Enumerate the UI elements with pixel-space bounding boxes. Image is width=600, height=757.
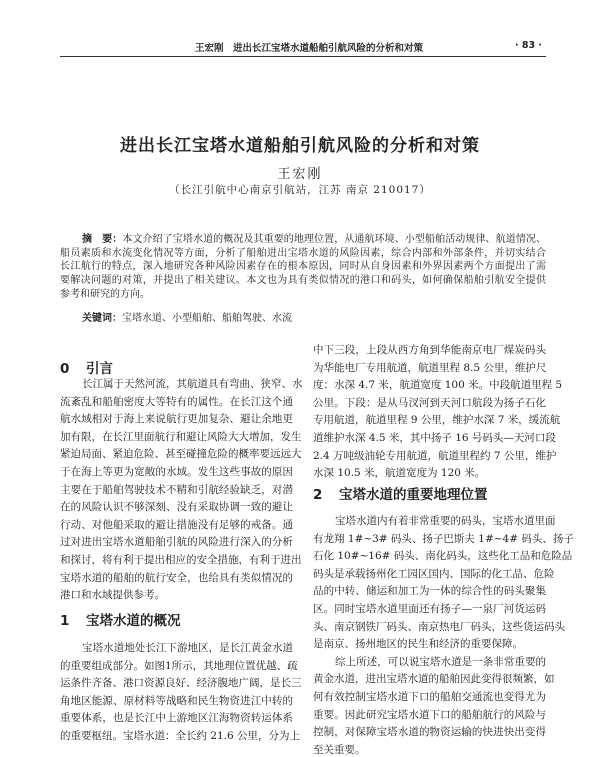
text-line: 2.4 万吨级油轮专用航道，航道里程约 7 公里，维护 bbox=[313, 449, 557, 462]
text-line: 紧迫局面、紧迫危险、甚至碰撞危险的概率要远远大 bbox=[60, 448, 302, 461]
text-line: 度：水深 4.7 米，航道宽度 100 米。中段航道里程 5 bbox=[313, 379, 563, 392]
text-line: 专用航道，航道里程 9 公里，维护水深 7 米，缓流航 bbox=[313, 414, 561, 427]
paper-title: 进出长江宝塔水道船舶引航风险的分析和对策 bbox=[120, 136, 480, 156]
text-line: 黄金水道，进出宝塔水道的船舶因此变得很频繁，如 bbox=[313, 673, 555, 686]
page-number: · 83 · bbox=[514, 40, 542, 51]
section-0-paragraph bbox=[60, 376, 303, 605]
section-number: 0 bbox=[60, 361, 70, 377]
text-line: 过对进出宝塔水道船舶引航的风险进行深入的分析 bbox=[60, 536, 293, 549]
text-line: 道维护水深 4.5 米，其中扬子 16 号码头—天河口段 bbox=[313, 431, 556, 444]
text-line: 运条件齐备、港口资源良好、经济腹地广阔，是长三 bbox=[60, 677, 302, 690]
text-line: 公里。下段：是从马汊河到天河口航段为扬子石化 bbox=[313, 396, 546, 409]
keywords-text: 宝塔水道、小型船舶、船舶驾驶、水流 bbox=[122, 313, 292, 324]
text-line: 宝塔水道的船舶的航行安全，也给具有类似情况的 bbox=[60, 571, 293, 584]
abstract-line: 摘 要：本文介绍了宝塔水道的概况及其重要的地理位置，从通航环境、小型船舶活动规律、航道情况、 bbox=[82, 234, 547, 245]
text-line: 于在海上等更为宽敞的水域。发生这些事故的原因 bbox=[60, 465, 293, 478]
text-line: 至关重要。 bbox=[313, 743, 366, 756]
text-line: 宝塔水道内有着非常重要的码头，宝塔水道里面 bbox=[335, 515, 556, 527]
text-line: 重要。因此研究宝塔水道下口的船舶航行的风险与 bbox=[313, 708, 546, 721]
section-1-paragraph-continued bbox=[313, 342, 563, 483]
section-1-paragraph bbox=[60, 640, 302, 746]
text-line: 主要在于船舶驾驶技术不精和引航经验缺乏，对潜 bbox=[60, 483, 293, 496]
text-line: 水深 10.5 米，航道宽度为 120 米。 bbox=[313, 467, 486, 480]
section-1-heading bbox=[60, 609, 181, 629]
text-line: 行动、对他船采取的避让措施没有足够的戒备。通 bbox=[60, 518, 293, 531]
section-2-heading bbox=[313, 483, 488, 503]
header-rule bbox=[60, 56, 546, 57]
text-line: 为华能电厂专用航道，航道里程 8.5 公里，维护尺 bbox=[313, 361, 547, 374]
abstract-line: 船员素质和水流变化情况等方面，分析了船舶进出宝塔水道的风险因素，综合内部和外部条件，并切实结合 bbox=[60, 247, 546, 259]
text-line: 控制，对保障宝塔水道的物资运输的快进快出变得 bbox=[313, 726, 546, 739]
text-line: 的重要枢纽。宝塔水道：全长约 21.6 公里，分为上 bbox=[60, 729, 301, 742]
text-line: 角地区能源、原材料等战略和民生物资进江中转的 bbox=[60, 694, 293, 707]
section-title: 引言 bbox=[86, 361, 113, 377]
running-head-author: 王宏刚 bbox=[195, 43, 224, 54]
text-line: 和探讨，将有利于提出相应的安全措施，有利于进出 bbox=[60, 553, 302, 566]
abstract-label: 摘 要： bbox=[82, 234, 123, 245]
text-line: 宝塔水道地处长江下游地区，是长江黄金水道 bbox=[82, 642, 293, 654]
text-line: 是南京、扬州地区的民生和经济的重要保障。 bbox=[313, 638, 523, 651]
running-head-title bbox=[195, 40, 423, 54]
text-line: 综上所述，可以说宝塔水道是一条非常重要的 bbox=[335, 655, 546, 668]
author: 王宏刚 bbox=[277, 167, 323, 182]
text-line: 石化 10#~16# 码头、南化码头，这些化工品和危险品 bbox=[313, 550, 573, 563]
text-line: 流紊乱和船舶密度大等特有的属性。在长江这个通 bbox=[60, 395, 293, 408]
text-line: 在的风险认识不够深刻、没有采取协调一致的避让 bbox=[60, 501, 293, 514]
abstract bbox=[60, 233, 546, 302]
text-line: 品的中转、储运和加工为一体的综合性的码头聚集 bbox=[313, 585, 546, 598]
text-line: 的重要组成部分。如图1所示，其地理位置优越、疏 bbox=[60, 659, 298, 672]
text-line: 有龙翔 1#~3# 码头、扬子巴斯夫 1#~4# 码头、扬子 bbox=[313, 532, 574, 545]
section-number: 2 bbox=[313, 487, 323, 503]
running-head-paper-title: 进出长江宝塔水道船舶引航风险的分析和对策 bbox=[233, 43, 424, 54]
text-line: 航水域相对于海上来说航行更加复杂、避让余地更 bbox=[60, 413, 293, 426]
text-line: 长江属于天然河流，其航道具有弯曲、狭窄、水 bbox=[82, 378, 303, 390]
abstract-line: 长江航行的特点，深入地研究各种风险因素存在的根本原因，同时从自身因素和外界因素两个方面提出了需 bbox=[60, 261, 546, 273]
affiliation: （长江引航中心南京引航站，江苏 南京 210017） bbox=[169, 184, 431, 196]
text-line: 中下三段，上段从西方角到华能南京电厂煤炭码头 bbox=[313, 344, 546, 356]
text-line: 码头是承载扬州化工园区国内、国际的化工品、危险 bbox=[313, 567, 555, 580]
section-0-heading bbox=[60, 357, 113, 377]
keywords bbox=[82, 309, 292, 324]
section-title: 宝塔水道的概况 bbox=[86, 613, 181, 629]
text-line: 重要体系，也是长江中上游地区江海物资转运体系 bbox=[60, 712, 293, 725]
section-2-paragraph bbox=[313, 513, 574, 757]
text-line: 加有限，在长江里面航行和避让风险大大增加，发生 bbox=[60, 430, 302, 443]
running-head bbox=[60, 36, 546, 56]
text-line: 区。同时宝塔水道里面还有扬子—一泉厂河货运码 bbox=[313, 602, 546, 615]
abstract-line: 要解决问题的对策，并提出了相关建议。本文也为具有类似情况的港口和码头，如何确保船舶引航安全提供 bbox=[60, 275, 546, 287]
keywords-label: 关键词： bbox=[82, 313, 122, 324]
section-number: 1 bbox=[60, 613, 70, 629]
section-title: 宝塔水道的重要地理位置 bbox=[339, 487, 488, 503]
text-line: 何有效控制宝塔水道下口的船舶交通流也变得尤为 bbox=[313, 690, 546, 703]
text-line: 头、南京钢铁厂码头、南京热电厂码头，这些货运码头 bbox=[313, 620, 565, 633]
text-line: 港口和水域提供参考。 bbox=[60, 589, 165, 602]
abstract-line: 参考和研究的方向。 bbox=[60, 288, 150, 300]
